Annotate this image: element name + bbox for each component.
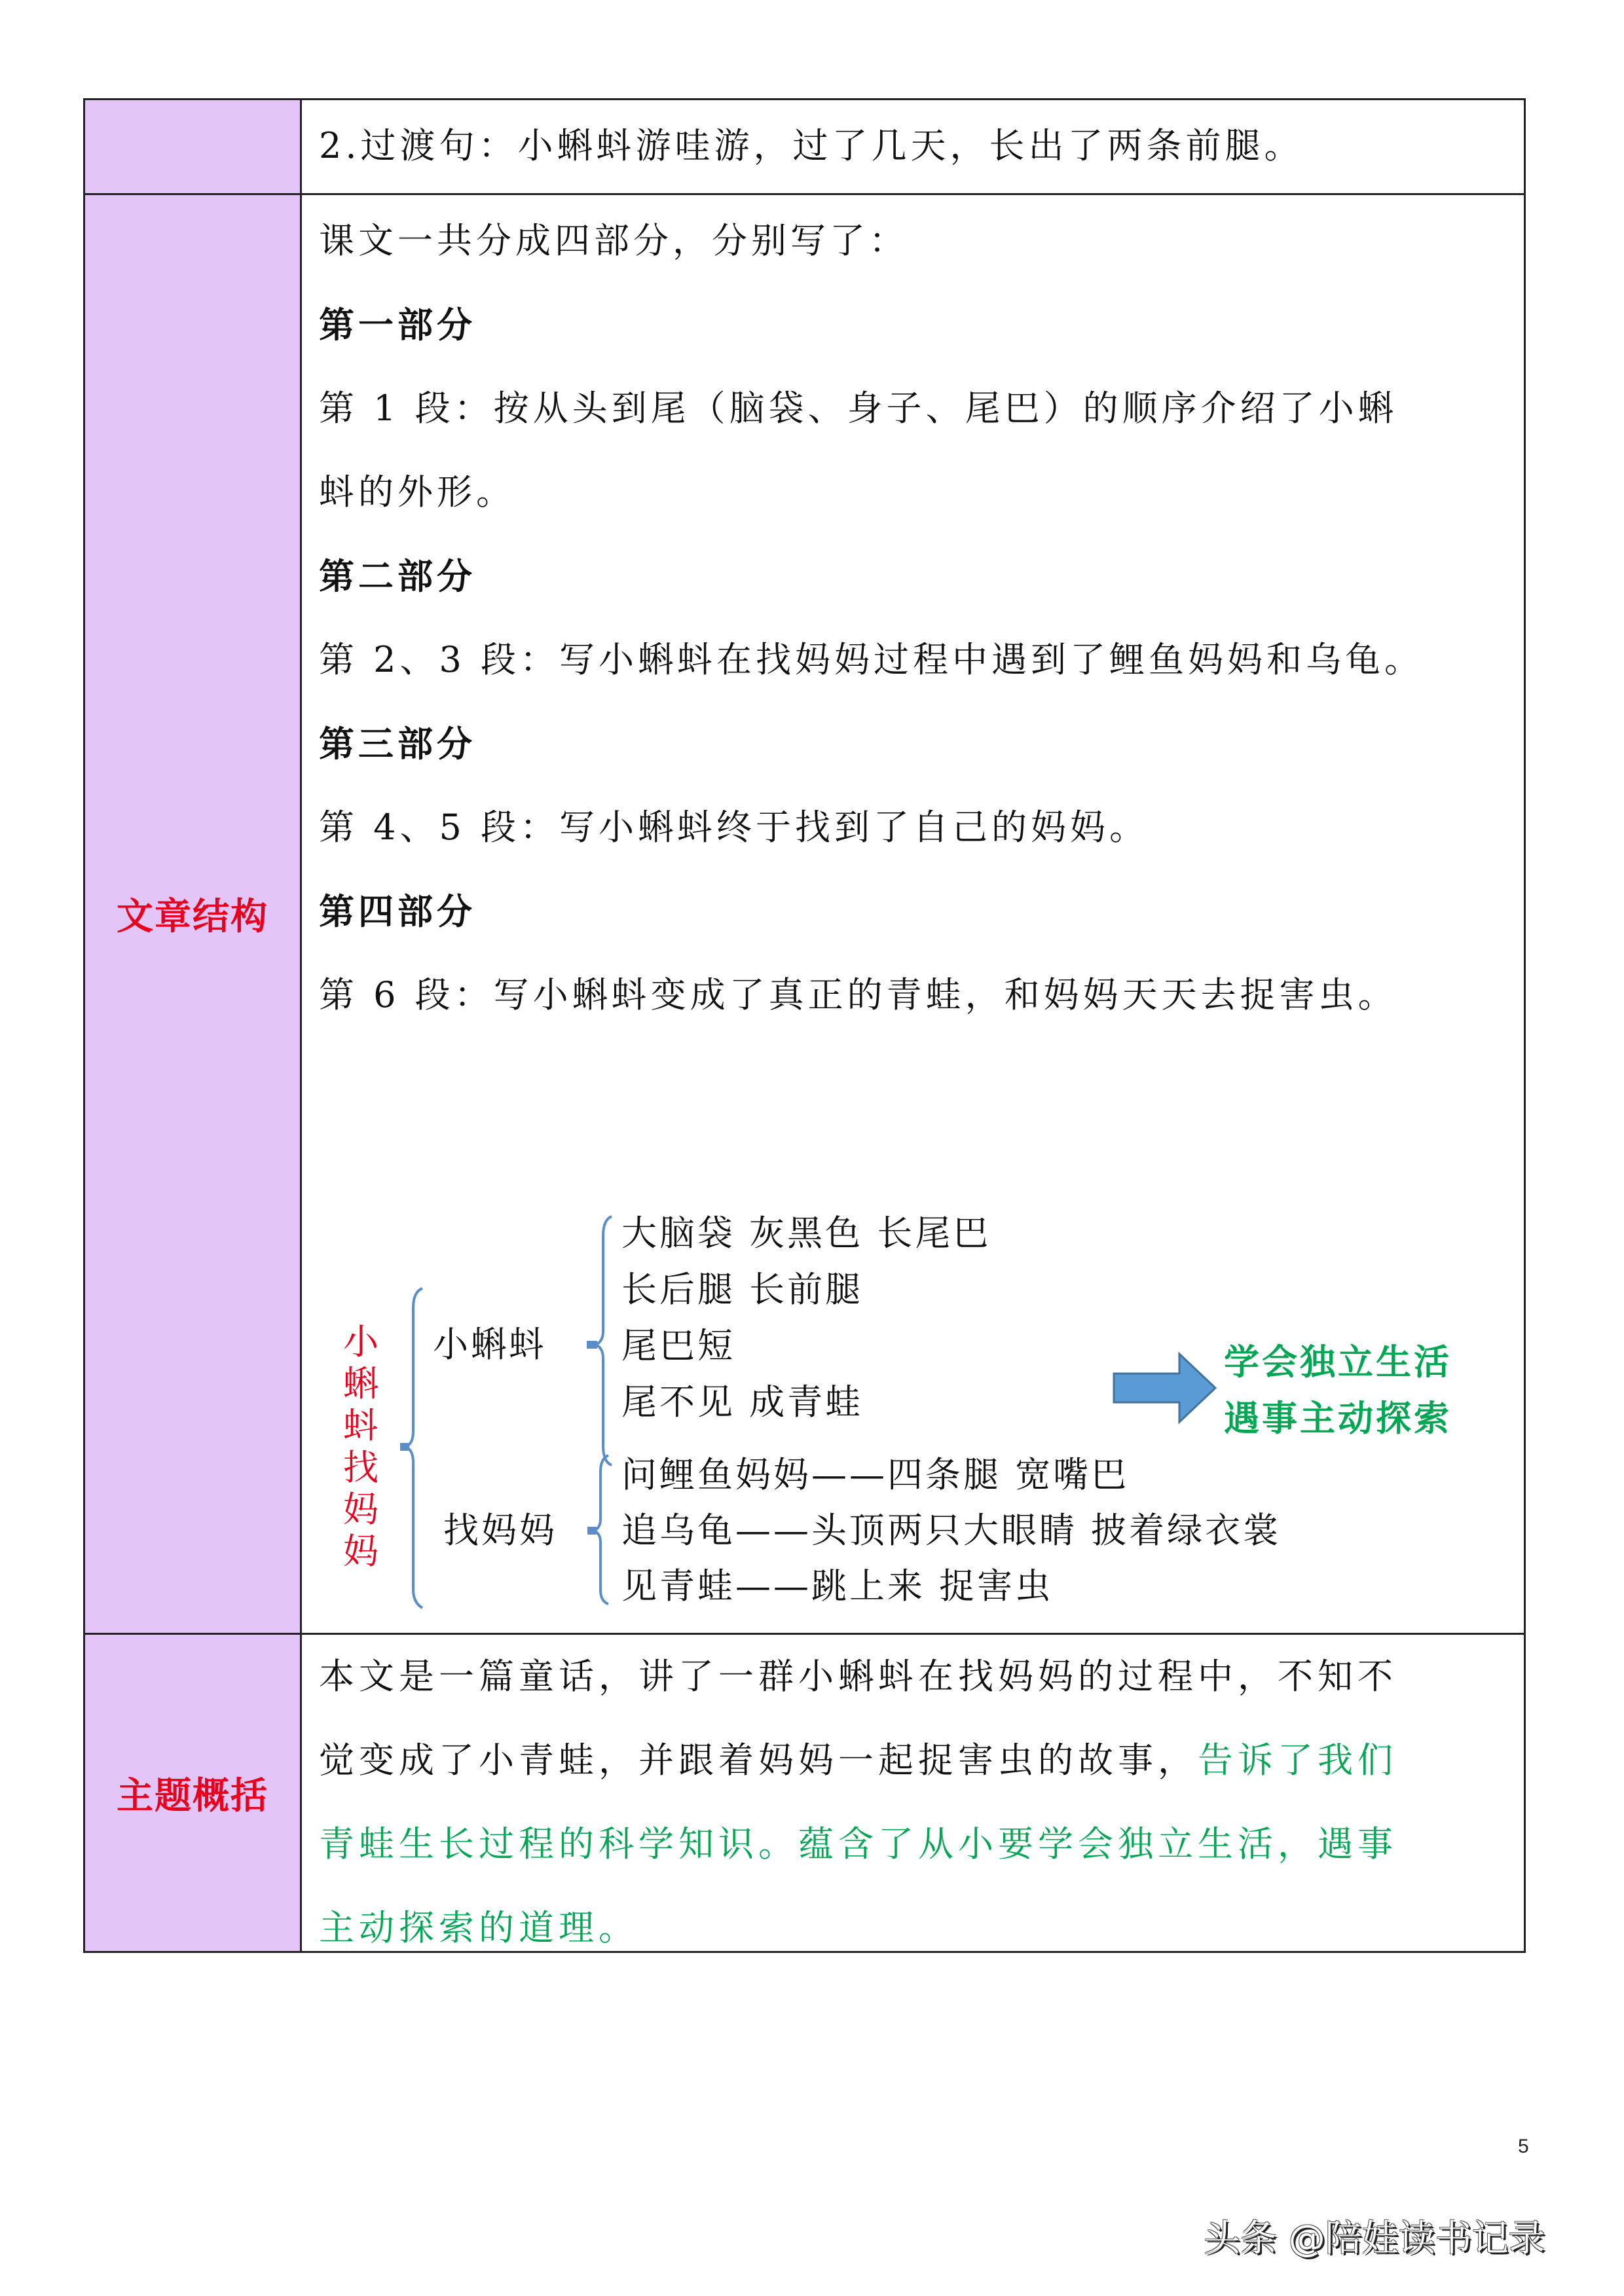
branch-item: 见青蛙——跳上来 捉害虫 [621, 1565, 1054, 1607]
part-description: 蚪的外形。 [319, 471, 515, 513]
conclusion-line: 学会独立生活 [1224, 1341, 1452, 1383]
row-label-cell [85, 1635, 302, 1951]
story-mind-map [302, 1157, 1513, 1616]
summary-text-highlight: 主动探索的道理。 [319, 1907, 638, 1948]
summary-text-highlight: 青蛙生长过程的科学知识。蕴含了从小要学会独立生活，遇事 [319, 1823, 1397, 1865]
branch-item: 问鲤鱼妈妈——四条腿 宽嘴巴 [621, 1454, 1130, 1495]
part-heading: 第三部分 [319, 723, 476, 765]
summary-text: 觉变成了小青蛙，并跟着妈妈一起捉害虫的故事， [319, 1740, 1198, 1781]
arrow-right-icon [1114, 1354, 1215, 1422]
row-content-cell [302, 1635, 1524, 1951]
summary-text: 本文是一篇童话，讲了一群小蝌蚪在找妈妈的过程中，不知不 [319, 1656, 1397, 1697]
part-description: 第 4、5 段：写小蝌蚪终于找到了自己的妈妈。 [319, 807, 1149, 848]
part-description: 第 1 段：按从头到尾（脑袋、身子、尾巴）的顺序介绍了小蝌 [319, 388, 1397, 429]
summary-text-highlight: 告诉了我们 [1198, 1740, 1397, 1781]
structure-intro: 课文一共分成四部分，分别写了： [319, 220, 908, 261]
row-article-structure [85, 193, 1524, 1633]
transition-sentence: 2.过渡句：小蝌蚪游哇游，过了几天，长出了两条前腿。 [319, 125, 1304, 166]
branch-item: 追乌龟——头顶两只大眼睛 披着绿衣裳 [621, 1510, 1282, 1551]
row-label-theme-summary: 主题概括 [117, 1774, 268, 1817]
row-theme-summary [85, 1633, 1524, 1951]
summary-line [319, 1802, 1507, 1886]
branch-item: 尾巴短 [621, 1325, 735, 1366]
branch-item: 尾不见 成青蛙 [621, 1381, 864, 1423]
part-heading: 第四部分 [319, 890, 476, 932]
summary-line [319, 1719, 1507, 1802]
summary-line [319, 1635, 1507, 1719]
tadpole-brace-icon [595, 1216, 612, 1465]
branch-item: 大脑袋 灰黑色 长尾巴 [621, 1212, 991, 1254]
part-description: 第 2、3 段：写小蝌蚪在找妈妈过程中遇到了鲤鱼妈妈和乌龟。 [319, 639, 1424, 680]
page-number: 5 [1518, 2136, 1529, 2157]
summary-line [319, 1886, 1507, 1970]
row-label-cell [85, 195, 302, 1633]
row-transition-sentence [85, 100, 1524, 193]
row-content-cell [302, 195, 1524, 1633]
part-heading: 第二部分 [319, 555, 476, 597]
row-content-cell [302, 100, 1524, 193]
part-heading: 第一部分 [319, 304, 476, 346]
row-label-article-structure: 文章结构 [117, 895, 268, 938]
branch-label-tadpole: 小蝌蚪 [433, 1324, 547, 1365]
conclusion-line: 遇事主动探索 [1224, 1397, 1452, 1439]
branch-label-find-mother: 找妈妈 [443, 1510, 557, 1551]
lesson-notes-table [83, 98, 1526, 1953]
row-label-cell [85, 100, 302, 193]
diagram-root-title: 小蝌蚪找妈妈 [343, 1321, 378, 1572]
branch-item: 长后腿 长前腿 [621, 1269, 864, 1310]
part-description: 第 6 段：写小蝌蚪变成了真正的青蛙，和妈妈天天去捉害虫。 [319, 974, 1397, 1015]
watermark: 头条 @陪娃读书记录 [1204, 2217, 1545, 2260]
